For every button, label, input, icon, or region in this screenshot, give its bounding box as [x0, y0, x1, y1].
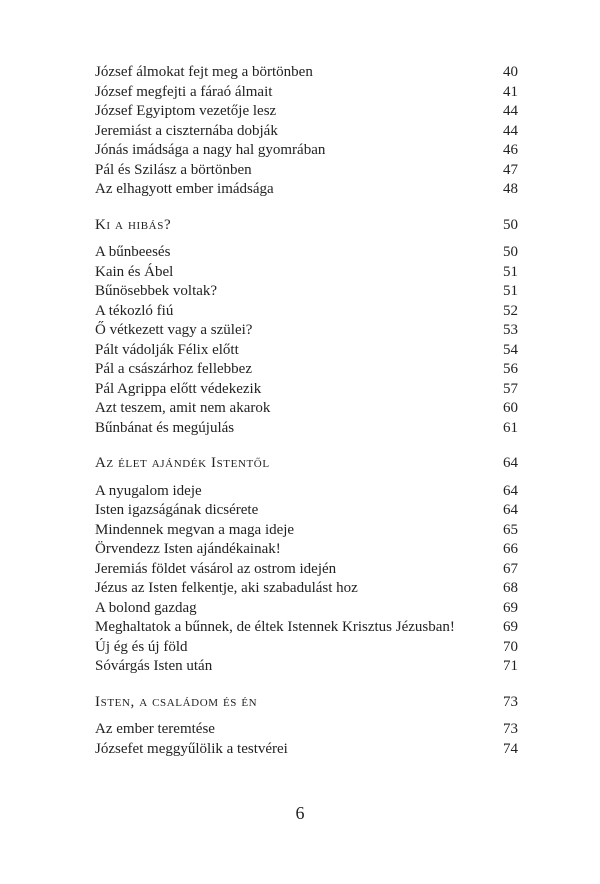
entry-page-number: 47	[503, 161, 518, 178]
entry-title: A bűnbeesés	[95, 244, 171, 260]
entry-title: Józsefet meggyűlölik a testvérei	[95, 740, 288, 757]
toc-entry	[95, 83, 518, 103]
toc-entry	[95, 638, 518, 658]
toc-entry	[95, 560, 518, 580]
toc-entry	[95, 399, 518, 419]
toc-entry	[95, 63, 518, 83]
entry-page-number: 64	[503, 502, 518, 518]
entry-page-number: 60	[503, 400, 518, 416]
toc-entry	[95, 380, 518, 400]
section-title: Isten, a családom és én	[95, 693, 258, 710]
entry-page-number: 66	[503, 541, 518, 557]
entry-title: Pált vádolják Félix előtt	[95, 341, 239, 358]
entry-page-number: 57	[503, 380, 518, 397]
entry-title: Bűnösebbek voltak?	[95, 283, 218, 299]
toc-entry	[95, 618, 518, 638]
entry-title: József megfejti a fáraó álmait	[95, 83, 273, 100]
entry-title: Jézus az Isten felkentje, aki szabadulást hoz	[95, 580, 358, 596]
entry-title: Pál Agrippa előtt védekezik	[95, 380, 262, 397]
entry-title: József Egyiptom vezetője lesz	[95, 103, 277, 119]
entry-title: Pál és Szilász a börtönben	[95, 161, 252, 178]
entry-title: Örvendezz Isten ajándékainak!	[95, 541, 281, 557]
entry-title: A tékozló fiú	[95, 302, 174, 319]
entry-title: A nyugalom ideje	[95, 482, 202, 499]
entry-page-number: 71	[503, 658, 518, 674]
toc-entry	[95, 482, 518, 502]
toc-entry	[95, 321, 518, 341]
toc-entry	[95, 720, 518, 740]
toc-entry	[95, 740, 518, 760]
toc-entry	[95, 501, 518, 521]
entry-page-number: 46	[503, 142, 518, 158]
section-title: Ki a hibás?	[95, 216, 172, 233]
toc-entry	[95, 540, 518, 560]
entry-page-number: 68	[503, 580, 518, 596]
entry-page-number: 65	[503, 521, 518, 538]
entry-page-number: 69	[503, 619, 518, 635]
page-number: 6	[295, 803, 305, 823]
entry-page-number: 69	[503, 599, 518, 616]
toc-entry	[95, 579, 518, 599]
entry-page-number: 51	[503, 283, 518, 299]
table-of-contents	[95, 63, 518, 759]
toc-entry	[95, 302, 518, 322]
entry-page-number: 51	[503, 263, 518, 280]
toc-entry	[95, 161, 518, 181]
entry-page-number: 44	[503, 103, 518, 119]
toc-entry	[95, 360, 518, 380]
entry-page-number: 74	[503, 740, 518, 757]
toc-entry	[95, 102, 518, 122]
toc-entry	[95, 599, 518, 619]
toc-entry	[95, 657, 518, 677]
entry-title: Pál a császárhoz fellebbez	[95, 361, 252, 377]
entry-title: A bolond gazdag	[95, 599, 197, 616]
entry-page-number: 44	[503, 122, 518, 139]
entry-title: Az elhagyott ember imádsága	[95, 181, 274, 197]
toc-section	[95, 216, 518, 439]
toc-entry	[95, 122, 518, 142]
section-heading	[95, 216, 518, 236]
entry-page-number: 61	[503, 419, 518, 436]
toc-entry	[95, 282, 518, 302]
entry-page-number: 52	[503, 302, 518, 319]
toc-section	[95, 63, 518, 200]
entry-page-number: 56	[503, 361, 518, 377]
section-title: Az élet ajándék Istentől	[95, 455, 270, 471]
entry-page-number: 73	[503, 721, 518, 737]
entry-page-number: 41	[503, 83, 518, 100]
toc-section	[95, 693, 518, 760]
entry-title: Új ég és új föld	[95, 638, 188, 655]
entry-title: Jeremiást a ciszternába dobják	[95, 122, 278, 139]
section-page-number: 73	[503, 693, 518, 710]
entry-title: Bűnbánat és megújulás	[95, 419, 235, 436]
toc-entry	[95, 243, 518, 263]
entry-title: Isten igazságának dicsérete	[95, 502, 259, 518]
entry-title: Mindennek megvan a maga ideje	[95, 521, 295, 538]
entry-title: Kain és Ábel	[95, 263, 174, 280]
entry-title: Jónás imádsága a nagy hal gyomrában	[95, 142, 326, 158]
entry-page-number: 67	[503, 560, 518, 577]
entry-title: Jeremiás földet vásárol az ostrom idején	[95, 560, 337, 577]
entry-title: Az ember teremtése	[95, 721, 215, 737]
section-page-number: 50	[503, 216, 518, 233]
toc-entry	[95, 180, 518, 200]
entry-page-number: 48	[503, 181, 518, 197]
section-heading	[95, 693, 518, 713]
entry-page-number: 70	[503, 638, 518, 655]
entry-page-number: 64	[503, 482, 518, 499]
entry-page-number: 53	[503, 322, 518, 338]
entry-title: József álmokat fejt meg a börtönben	[95, 64, 313, 80]
toc-entry	[95, 341, 518, 361]
section-page-number: 64	[503, 455, 518, 471]
entry-title: Ő vétkezett vagy a szülei?	[95, 322, 253, 338]
section-heading	[95, 454, 518, 474]
toc-entry	[95, 521, 518, 541]
toc-entry	[95, 141, 518, 161]
entry-title: Meghaltatok a bűnnek, de éltek Istennek Krisztus Jézusban!	[95, 619, 455, 635]
entry-title: Sóvárgás Isten után	[95, 658, 213, 674]
entry-page-number: 40	[503, 64, 518, 80]
toc-section	[95, 454, 518, 677]
toc-entry	[95, 263, 518, 283]
toc-entry	[95, 419, 518, 439]
entry-page-number: 54	[503, 341, 518, 358]
entry-title: Azt teszem, amit nem akarok	[95, 400, 271, 416]
entry-page-number: 50	[503, 244, 518, 260]
